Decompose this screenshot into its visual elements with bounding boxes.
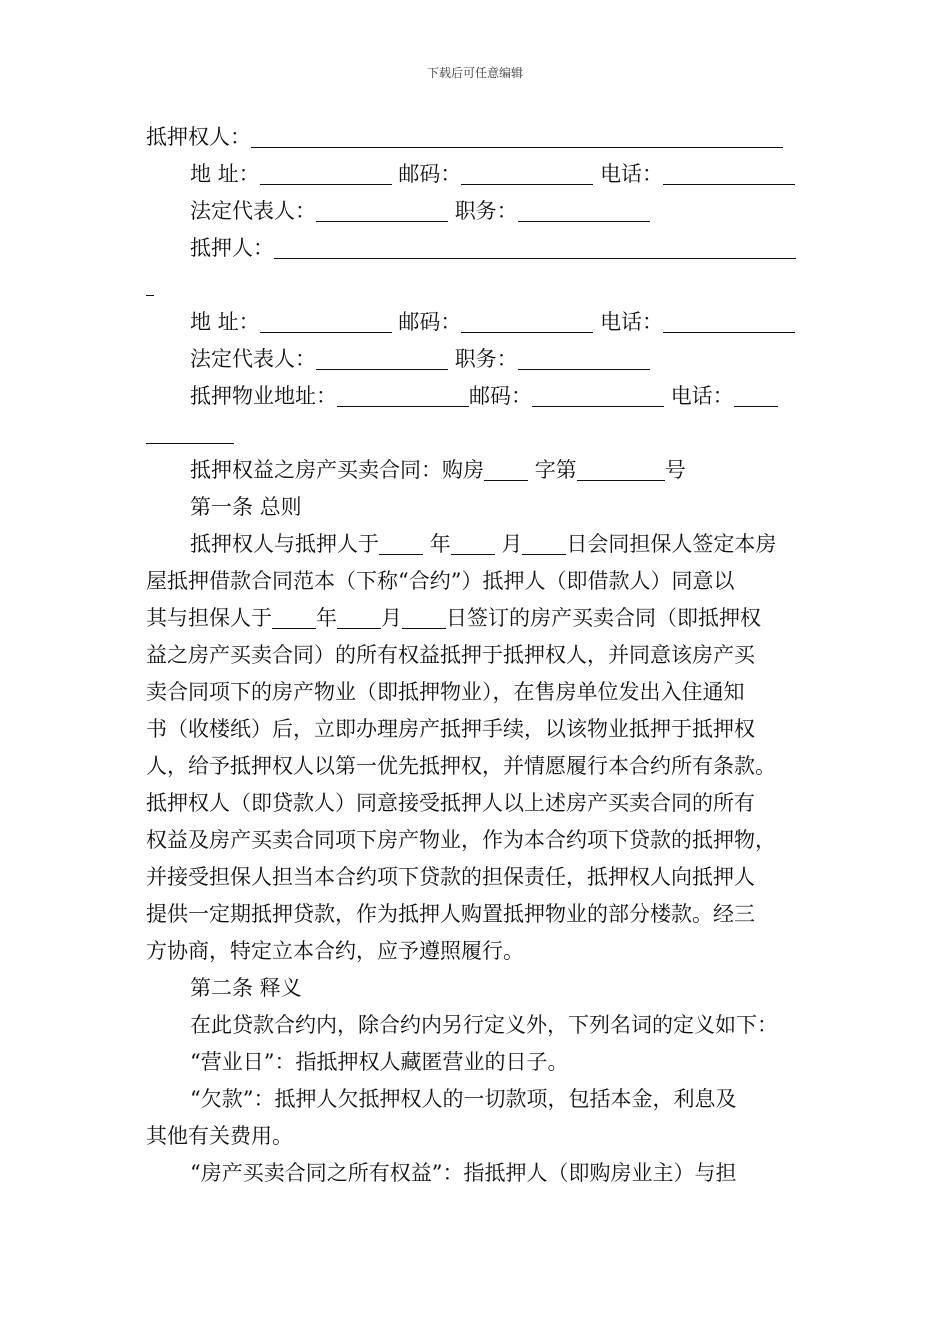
contract-ref-text-b: 字第 <box>534 458 577 482</box>
year-blank[interactable] <box>272 608 316 629</box>
definition-debt-cont: 其他有关费用。 <box>146 1124 293 1148</box>
postcode-blank[interactable] <box>461 164 593 185</box>
postcode-blank[interactable] <box>532 386 664 407</box>
article1-line-7: 人，给予抵押权人以第一优先抵押权，并情愿履行本合约所有条款。 <box>146 754 776 778</box>
property-address-label: 抵押物业地址： <box>190 384 337 408</box>
article1-text: 日签订的房产买卖合同（即抵押权 <box>446 606 761 630</box>
phone-blank-wrap[interactable] <box>146 423 234 444</box>
phone-label: 电话： <box>670 384 734 408</box>
position-label: 职务： <box>454 199 518 223</box>
article1-title: 第一条 总则 <box>190 495 302 519</box>
contract-ref-blank-2[interactable] <box>577 460 665 481</box>
mortgagee-rep-line <box>190 196 650 226</box>
contract-ref-text-a: 抵押权益之房产买卖合同：购房 <box>190 458 484 482</box>
phone-blank[interactable] <box>734 386 778 407</box>
postcode-label: 邮码： <box>398 310 462 334</box>
mortgagor-blank[interactable] <box>274 238 796 259</box>
definition-debt: “欠款”：抵押人欠抵押权人的一切款项，包括本金，利息及 <box>190 1087 737 1111</box>
article1-text: 抵押权人与抵押人于 <box>190 532 379 556</box>
article1-line-2: 屋抵押借款合同范本（下称“合约”）抵押人（即借款人）同意以 <box>146 569 735 593</box>
legal-rep-label: 法定代表人： <box>190 347 316 371</box>
address-blank[interactable] <box>260 164 392 185</box>
article1-line-3 <box>146 603 761 633</box>
article1-line-11: 提供一定期抵押贷款，作为抵押人购置抵押物业的部分楼款。经三 <box>146 902 755 926</box>
year-label: 年 <box>429 532 451 556</box>
phone-blank[interactable] <box>663 164 795 185</box>
article2-intro: 在此贷款合约内，除合约内另行定义外，下列名词的定义如下： <box>190 1013 778 1037</box>
mortgagor-line <box>190 233 796 263</box>
article1-line-6: 书（收楼纸）后，立即办理房产抵押手续，以该物业抵押于抵押权 <box>146 717 755 741</box>
mortgagor-rep-line <box>190 344 650 374</box>
definition-business-day: “营业日”：指抵押权人藏匿营业的日子。 <box>190 1050 569 1074</box>
definition-contract-rights: “房产买卖合同之所有权益”：指抵押人（即购房业主）与担 <box>190 1161 737 1185</box>
postcode-label: 邮码： <box>469 384 532 408</box>
mortgagee-blank[interactable] <box>251 127 783 148</box>
legal-rep-blank[interactable] <box>316 201 448 222</box>
mortgagee-label: 抵押权人： <box>146 125 251 149</box>
article1-line-1 <box>190 529 776 559</box>
month-label: 月 <box>381 606 402 630</box>
month-blank[interactable] <box>451 534 495 555</box>
address-blank[interactable] <box>260 312 392 333</box>
address-label: 地 址： <box>190 162 260 186</box>
position-blank[interactable] <box>518 201 650 222</box>
mortgagor-address-line <box>190 307 795 337</box>
phone-label: 电话： <box>600 310 664 334</box>
mortgagee-line <box>146 122 783 152</box>
position-label: 职务： <box>454 347 518 371</box>
month-blank[interactable] <box>337 608 381 629</box>
mortgagor-line-wrap <box>146 270 154 300</box>
article1-line-12: 方协商，特定立本合约，应予遵照履行。 <box>146 939 524 963</box>
article1-line-9: 权益及房产买卖合同项下房产物业，作为本合约项下贷款的抵押物， <box>146 828 776 852</box>
property-address-blank[interactable] <box>337 386 469 407</box>
article1-line-8: 抵押权人（即贷款人）同意接受抵押人以上述房产买卖合同的所有 <box>146 791 755 815</box>
article1-text: 日会同担保人签定本房 <box>566 532 777 556</box>
postcode-blank[interactable] <box>461 312 593 333</box>
mortgagor-blank-wrap[interactable] <box>146 275 154 296</box>
header-note: 下载后可任意编辑 <box>426 66 523 80</box>
day-blank[interactable] <box>402 608 446 629</box>
article1-line-10: 并接受担保人担当本合约项下贷款的担保责任，抵押权人向抵押人 <box>146 865 755 889</box>
month-label: 月 <box>501 532 523 556</box>
article1-line-5: 卖合同项下的房产物业（即抵押物业），在售房单位发出入住通知 <box>146 680 745 704</box>
day-blank[interactable] <box>522 534 566 555</box>
address-label: 地 址： <box>190 310 260 334</box>
legal-rep-blank[interactable] <box>316 349 448 370</box>
property-address-wrap <box>146 418 234 448</box>
mortgagor-label: 抵押人： <box>190 236 274 260</box>
legal-rep-label: 法定代表人： <box>190 199 316 223</box>
phone-blank[interactable] <box>663 312 795 333</box>
phone-label: 电话： <box>600 162 664 186</box>
postcode-label: 邮码： <box>398 162 462 186</box>
contract-ref-blank-1[interactable] <box>484 460 528 481</box>
article1-line-4: 益之房产买卖合同）的所有权益抵押于抵押权人，并同意该房产买 <box>146 643 755 667</box>
contract-ref-line <box>190 455 686 485</box>
position-blank[interactable] <box>518 349 650 370</box>
property-address-line <box>190 381 778 411</box>
year-label: 年 <box>316 606 337 630</box>
mortgagee-address-line <box>190 159 795 189</box>
contract-ref-text-c: 号 <box>664 458 686 482</box>
article2-title: 第二条 释义 <box>190 976 302 1000</box>
article1-text: 其与担保人于 <box>146 606 272 630</box>
year-blank[interactable] <box>379 534 423 555</box>
